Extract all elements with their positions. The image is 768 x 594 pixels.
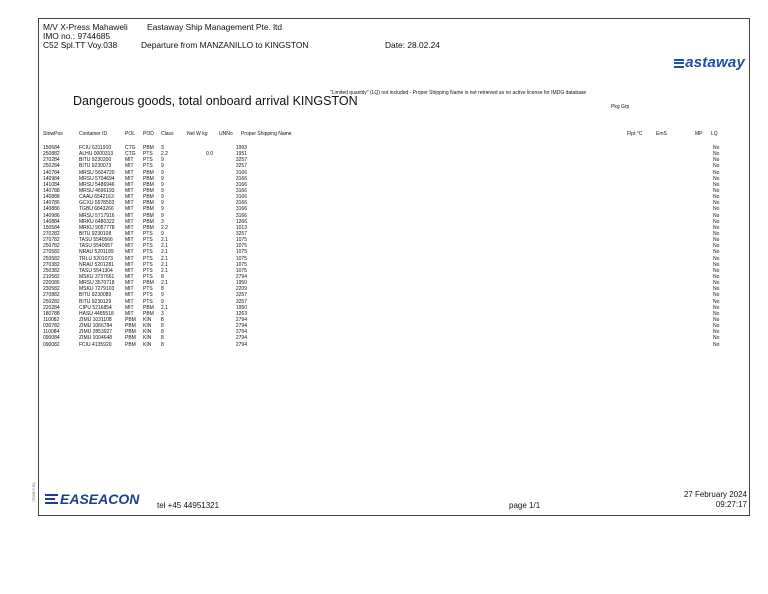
unno-cell: 3166 <box>235 194 247 201</box>
pkg-grp-header: Pkg Grp <box>611 104 630 110</box>
pod-cell: PTS <box>143 255 153 262</box>
lq-cell: No <box>713 310 720 317</box>
dg-table-body <box>39 145 749 348</box>
container-id-cell: ALHU 0000313 <box>79 151 114 158</box>
report-title: Dangerous goods, total onboard arrival KINGSTON <box>73 94 358 108</box>
lq-cell: No <box>713 323 720 330</box>
pod-cell: PBM <box>143 310 154 317</box>
unno-cell: 3257 <box>235 163 247 170</box>
class-cell: 2.1 <box>161 304 168 311</box>
stowpos-cell: 210582 <box>43 273 60 280</box>
lq-cell: No <box>713 145 720 151</box>
unno-cell: 2794 <box>235 329 247 336</box>
pol-cell: PBM <box>125 335 136 342</box>
class-cell: 2.2 <box>161 151 168 158</box>
class-cell: 2.1 <box>161 267 168 274</box>
pol-cell: MIT <box>125 200 134 207</box>
class-cell: 2.1 <box>161 243 168 250</box>
pol-cell: MIT <box>125 230 134 237</box>
pod-cell: PBM <box>143 212 154 219</box>
unno-cell: 3257 <box>235 157 247 164</box>
unno-cell: 1993 <box>235 145 247 151</box>
container-id-cell: MRSU 3570718 <box>79 280 115 287</box>
pol-cell: MIT <box>125 224 134 231</box>
stowpos-cell: 270284 <box>43 157 60 164</box>
container-id-cell: BITU 9230073 <box>79 163 112 170</box>
container-id-cell: NRAU 5201189 <box>79 249 114 256</box>
unno-cell: 3257 <box>235 230 247 237</box>
stowpos-cell: 270382 <box>43 261 60 268</box>
lq-cell: No <box>713 230 720 237</box>
unno-cell: 1075 <box>235 261 247 268</box>
pod-cell: PBM <box>143 206 154 213</box>
table-row <box>39 342 749 348</box>
stowpos-cell: 250882 <box>43 151 60 158</box>
pol-cell: MIT <box>125 181 134 188</box>
lq-cell: No <box>713 206 720 213</box>
lq-cell: No <box>713 341 720 348</box>
class-cell: 8 <box>161 341 164 348</box>
pol-cell: MIT <box>125 187 134 194</box>
limited-quantity-note: "Limited quantity" (LQ) not included - Proper Shipping Name is not retrieved as no active license for IMDG database <box>330 90 587 96</box>
container-id-cell: MRSU 5486946 <box>79 181 115 188</box>
easeacon-wordmark: EASEACON <box>60 491 140 507</box>
container-id-cell: GCXU 5578503 <box>79 200 115 207</box>
imo-number: IMO no.: 9744685 <box>43 31 111 41</box>
class-cell: 9 <box>161 292 164 299</box>
report-page <box>38 18 750 516</box>
class-cell: 9 <box>161 194 164 201</box>
col-stowpos: StowPos <box>43 131 63 137</box>
pod-cell: PBM <box>143 194 154 201</box>
class-cell: 2.1 <box>161 237 168 244</box>
stowpos-cell: 140984 <box>43 175 60 182</box>
pod-cell: PTS <box>143 292 153 299</box>
stowpos-cell: 250284 <box>43 163 60 170</box>
col-container-id: Container ID <box>79 131 108 137</box>
lq-cell: No <box>713 316 720 323</box>
stowpos-cell: 150684 <box>43 145 60 151</box>
stowpos-cell: 220086 <box>43 280 60 287</box>
class-cell: 3 <box>161 145 164 151</box>
container-id-cell: MRSU 4696193 <box>79 187 115 194</box>
stowpos-cell: 270882 <box>43 292 60 299</box>
pol-cell: MIT <box>125 267 134 274</box>
unno-cell: 3257 <box>235 292 247 299</box>
stowpos-cell: 140888 <box>43 194 60 201</box>
lq-cell: No <box>713 194 720 201</box>
class-cell: 9 <box>161 157 164 164</box>
pol-cell: MIT <box>125 212 134 219</box>
lq-cell: No <box>713 187 720 194</box>
unno-cell: 2794 <box>235 341 247 348</box>
container-id-cell: TGBU 6843266 <box>79 206 114 213</box>
pod-cell: PTS <box>143 243 153 250</box>
pol-cell: CTG <box>125 151 136 158</box>
pol-cell: MIT <box>125 157 134 164</box>
class-cell: 9 <box>161 230 164 237</box>
col-proper-shipping-name: Proper Shipping Name <box>241 131 292 137</box>
container-id-cell: BITU 9230108 <box>79 230 112 237</box>
pod-cell: PBM <box>143 224 154 231</box>
pol-cell: MIT <box>125 255 134 262</box>
container-id-cell: ZIMU 1004648 <box>79 335 113 342</box>
col-net-weight: Net W kg <box>187 131 208 137</box>
pod-cell: PTS <box>143 249 153 256</box>
pod-cell: PTS <box>143 163 153 170</box>
unno-cell: 2209 <box>235 286 247 293</box>
col-unno: UNNo <box>219 131 233 137</box>
container-id-cell: MRSU 5704694 <box>79 175 115 182</box>
container-id-cell: BITU 9230200 <box>79 157 112 164</box>
pol-cell: PBM <box>125 323 136 330</box>
unno-cell: 1075 <box>235 237 247 244</box>
container-id-cell: MRKU 6480322 <box>79 218 115 225</box>
container-id-cell: CAAU 6542163 <box>79 194 114 201</box>
pol-cell: MIT <box>125 243 134 250</box>
footer-telephone: tel +45 44951321 <box>157 501 220 510</box>
unno-cell: 1013 <box>235 224 247 231</box>
stowpos-cell: 250382 <box>43 267 60 274</box>
stowpos-cell: 140986 <box>43 212 60 219</box>
class-cell: 2.1 <box>161 261 168 268</box>
stowpos-cell: 140784 <box>43 169 60 176</box>
unno-cell: 3166 <box>235 206 247 213</box>
lq-cell: No <box>713 292 720 299</box>
unno-cell: 3257 <box>235 298 247 305</box>
container-id-cell: BITU 9230129 <box>79 298 112 305</box>
pod-cell: PTS <box>143 298 153 305</box>
unno-cell: 2794 <box>235 316 247 323</box>
pod-cell: KIN <box>143 329 152 336</box>
pol-cell: MIT <box>125 169 134 176</box>
stowpos-cell: 270782 <box>43 237 60 244</box>
container-id-cell: MSKU 3737661 <box>79 273 115 280</box>
lq-cell: No <box>713 243 720 250</box>
unno-cell: 1075 <box>235 249 247 256</box>
container-id-cell: HASU 4485518 <box>79 310 114 317</box>
pod-cell: PTS <box>143 151 153 158</box>
class-cell: 9 <box>161 298 164 305</box>
unno-cell: 1950 <box>235 280 247 287</box>
stowpos-cell: 150584 <box>43 224 60 231</box>
pod-cell: PTS <box>143 157 153 164</box>
eastaway-e-mark-icon <box>674 57 684 69</box>
lq-cell: No <box>713 169 720 176</box>
pod-cell: PBM <box>143 280 154 287</box>
class-cell: 8 <box>161 323 164 330</box>
pol-cell: MIT <box>125 286 134 293</box>
container-id-cell: MRSU 5604720 <box>79 169 115 176</box>
class-cell: 9 <box>161 200 164 207</box>
class-cell: 9 <box>161 206 164 213</box>
class-cell: 9 <box>161 212 164 219</box>
lq-cell: No <box>713 261 720 268</box>
pol-cell: CTG <box>125 145 136 151</box>
pod-cell: KIN <box>143 316 152 323</box>
unno-cell: 2794 <box>235 323 247 330</box>
unno-cell: 3166 <box>235 181 247 188</box>
unno-cell: 3166 <box>235 187 247 194</box>
pol-cell: MIT <box>125 280 134 287</box>
class-cell: 3 <box>161 218 164 225</box>
lq-cell: No <box>713 237 720 244</box>
class-cell: 8 <box>161 329 164 336</box>
class-cell: 9 <box>161 175 164 182</box>
col-mp: MP <box>695 131 703 137</box>
unno-cell: 1075 <box>235 243 247 250</box>
lq-cell: No <box>713 163 720 170</box>
eastaway-wordmark: astaway <box>685 54 745 71</box>
pod-cell: PTS <box>143 273 153 280</box>
container-id-cell: FCIU 4135920 <box>79 341 112 348</box>
container-id-cell: MRKU 9057778 <box>79 224 115 231</box>
class-cell: 9 <box>161 187 164 194</box>
pod-cell: PBM <box>143 304 154 311</box>
unno-cell: 1266 <box>235 218 247 225</box>
pol-cell: PBM <box>125 341 136 348</box>
pod-cell: KIN <box>143 335 152 342</box>
pol-cell: MIT <box>125 273 134 280</box>
col-class: Class <box>161 131 174 137</box>
pol-cell: MIT <box>125 292 134 299</box>
lq-cell: No <box>713 267 720 274</box>
pod-cell: PTS <box>143 267 153 274</box>
class-cell: 8 <box>161 316 164 323</box>
class-cell: 3 <box>161 310 164 317</box>
container-id-cell: FCIU 6311910 <box>79 145 112 151</box>
stowpos-cell: 220284 <box>43 304 60 311</box>
voyage-label: C52 Spl.TT Voy.038 <box>43 40 118 50</box>
col-ems: EmS <box>656 131 667 137</box>
class-cell: 8 <box>161 273 164 280</box>
class-cell: 2.1 <box>161 249 168 256</box>
stowpos-cell: 110082 <box>43 316 60 323</box>
lq-cell: No <box>713 175 720 182</box>
unno-cell: 1951 <box>235 151 247 158</box>
unno-cell: 3166 <box>235 175 247 182</box>
unno-cell: 2794 <box>235 273 247 280</box>
lq-cell: No <box>713 249 720 256</box>
pod-cell: PTS <box>143 237 153 244</box>
container-id-cell: TASU 5540057 <box>79 243 113 250</box>
report-date: Date: 28.02.24 <box>385 40 440 50</box>
class-cell: 8 <box>161 335 164 342</box>
col-pod: POD <box>143 131 154 137</box>
pod-cell: PTS <box>143 261 153 268</box>
pod-cell: PBM <box>143 218 154 225</box>
class-cell: 2.1 <box>161 280 168 287</box>
pol-cell: PBM <box>125 329 136 336</box>
pol-cell: MIT <box>125 218 134 225</box>
eastaway-logo <box>674 54 745 71</box>
pol-cell: MIT <box>125 298 134 305</box>
unno-cell: 3166 <box>235 212 247 219</box>
stowpos-cell: 090084 <box>43 335 60 342</box>
easeacon-mark-icon <box>45 494 58 505</box>
col-flashpoint: Flpt °C <box>627 131 643 137</box>
lq-cell: No <box>713 212 720 219</box>
unno-cell: 1075 <box>235 267 247 274</box>
unno-cell: 1075 <box>235 255 247 262</box>
vessel-name: M/V X-Press Mahaweli <box>43 22 128 32</box>
lq-cell: No <box>713 181 720 188</box>
pol-cell: MIT <box>125 163 134 170</box>
stowpos-cell: 250582 <box>43 255 60 262</box>
stowpos-cell: 090082 <box>43 341 60 348</box>
class-cell: 8 <box>161 286 164 293</box>
unno-cell: 1950 <box>235 304 247 311</box>
stowpos-cell: 250282 <box>43 298 60 305</box>
pod-cell: PBM <box>143 175 154 182</box>
container-id-cell: MRSU 5717916 <box>79 212 115 219</box>
lq-cell: No <box>713 224 720 231</box>
stowpos-cell: 140886 <box>43 206 60 213</box>
pol-cell: MIT <box>125 261 134 268</box>
pol-cell: MIT <box>125 194 134 201</box>
stowpos-cell: 270582 <box>43 249 60 256</box>
pod-cell: PBM <box>143 200 154 207</box>
container-id-cell: ZIMU 1066784 <box>79 323 113 330</box>
lq-cell: No <box>713 286 720 293</box>
pod-cell: PTS <box>143 286 153 293</box>
pol-cell: MIT <box>125 237 134 244</box>
lq-cell: No <box>713 298 720 305</box>
unno-cell: 3166 <box>235 200 247 207</box>
lq-cell: No <box>713 255 720 262</box>
class-cell: 2.2 <box>161 224 168 231</box>
lq-cell: No <box>713 335 720 342</box>
pod-cell: KIN <box>143 341 152 348</box>
stowpos-cell: 030782 <box>43 323 60 330</box>
pod-cell: PTS <box>143 230 153 237</box>
lq-cell: No <box>713 200 720 207</box>
pol-cell: PBM <box>125 316 136 323</box>
col-pol: POL <box>125 131 136 137</box>
lq-cell: No <box>713 218 720 225</box>
unno-cell: 2794 <box>235 335 247 342</box>
pol-cell: MIT <box>125 206 134 213</box>
unno-cell: 1263 <box>235 310 247 317</box>
container-id-cell: ZIMU 1031108 <box>79 316 112 323</box>
pol-cell: MIT <box>125 310 134 317</box>
easeacon-logo <box>45 491 139 507</box>
stowpos-cell: 140786 <box>43 200 60 207</box>
pol-cell: MIT <box>125 175 134 182</box>
pod-cell: PBM <box>143 145 154 151</box>
stowpos-cell: 140884 <box>43 218 60 225</box>
stowpos-cell: 141084 <box>43 181 60 188</box>
lq-cell: No <box>713 304 720 311</box>
stowpos-cell: 140788 <box>43 187 60 194</box>
class-cell: 9 <box>161 181 164 188</box>
container-id-cell: TASU 5540566 <box>79 237 113 244</box>
lq-cell: No <box>713 280 720 287</box>
container-id-cell: MSKU 7279103 <box>79 286 115 293</box>
company-name: Eastaway Ship Management Pte. ltd <box>147 22 283 32</box>
stowpos-cell: 270282 <box>43 230 60 237</box>
container-id-cell: BITU 9230089 <box>79 292 112 299</box>
class-cell: 9 <box>161 163 164 170</box>
lq-cell: No <box>713 273 720 280</box>
container-id-cell: TRLU 5201073 <box>79 255 113 262</box>
lq-cell: No <box>713 157 720 164</box>
footer-time: 09:27:17 <box>715 500 747 509</box>
unno-cell: 3166 <box>235 169 247 176</box>
net-weight-cell: 0.0 <box>206 151 213 158</box>
pol-cell: MIT <box>125 304 134 311</box>
container-id-cell: CIPU 5216854 <box>79 304 112 311</box>
pod-cell: KIN <box>143 323 152 330</box>
stowpos-cell: 250782 <box>43 243 60 250</box>
col-lq: LQ <box>711 131 718 137</box>
class-cell: 9 <box>161 169 164 176</box>
container-id-cell: TASU 5541304 <box>79 267 113 274</box>
container-id-cell: NRAU 5201281 <box>79 261 115 268</box>
pol-cell: MIT <box>125 249 134 256</box>
footer-date: 27 February 2024 <box>683 490 747 499</box>
pod-cell: PBM <box>143 187 154 194</box>
pod-cell: PBM <box>143 181 154 188</box>
page-number: page 1/1 <box>509 501 541 510</box>
class-cell: 2.1 <box>161 255 168 262</box>
container-id-cell: ZIMU 2853927 <box>79 329 113 336</box>
stowpos-cell: 110084 <box>43 329 60 336</box>
lq-cell: No <box>713 329 720 336</box>
pod-cell: PBM <box>143 169 154 176</box>
stowpos-cell: 230582 <box>43 286 60 293</box>
lq-cell: No <box>713 151 720 158</box>
stowpos-cell: 180788 <box>43 310 60 317</box>
departure-label: Departure from MANZANILLO to KINGSTON <box>141 40 309 50</box>
side-stamp-text: (TGSB 9.50) <box>32 482 36 502</box>
